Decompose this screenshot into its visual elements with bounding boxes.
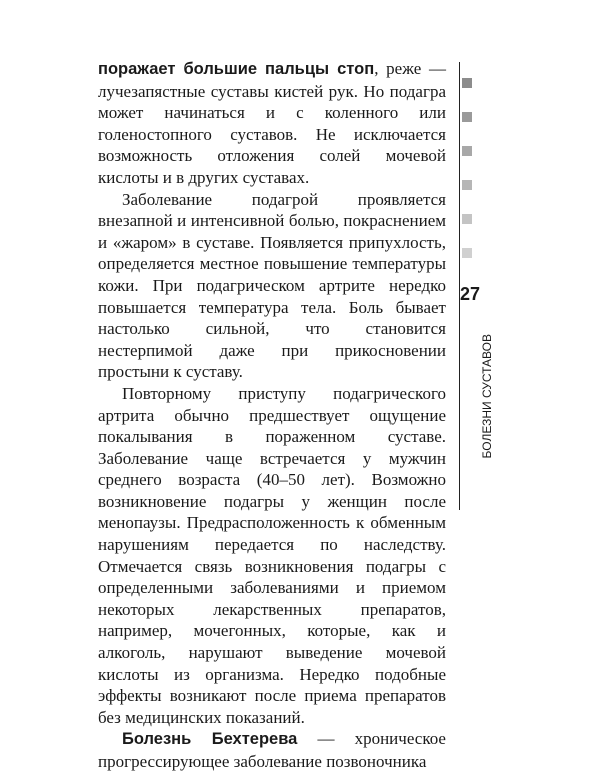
- bold-term-toe: поражает большие пальцы стоп: [98, 60, 375, 78]
- paragraph-1-text: , реже — лучезапястные суставы кистей рук. Но подагра может начинаться и с коленного или голеностопного суставов. Не исключается возможность отложения солей мочевой кислоты и в других суставах.: [98, 59, 446, 187]
- thumb-tab: [462, 214, 472, 224]
- thumb-tab: [462, 112, 472, 122]
- paragraph-4-text: — хроническое прогрессирующее заболевание позвоночника: [98, 729, 446, 771]
- thumb-tab: [462, 146, 472, 156]
- page-number: 27: [460, 284, 481, 304]
- body-text: [98, 58, 446, 773]
- bold-term-bekhterev: Болезнь Бехтерева: [122, 730, 298, 749]
- thumb-tab: [462, 78, 472, 88]
- thumb-tab: [462, 248, 472, 258]
- thumb-tab: [462, 180, 472, 190]
- thumb-tabs: [462, 78, 474, 282]
- paragraph-4: [98, 728, 446, 772]
- paragraph-2: Заболевание подагрой проявляется внезапной и интенсивной болью, покраснением и «жаром» в суставе. Появляется припухлость, определяется местное повышение температуры кожи. При подагрическом артрите нередко повышается температура тела. Боль бывает настолько сильной, что становится нестерпимой даже при прикосновении простыни к суставу.: [98, 189, 446, 382]
- running-head: БОЛЕЗНИ СУСТАВОВ: [480, 334, 494, 459]
- paragraph-1: [98, 58, 446, 189]
- paragraph-3: Повторному приступу подагрического артрита обычно предшествует ощущение покалывания в пораженном суставе. Заболевание чаще встречается у мужчин среднего возраста (40–50 лет). Возможно возникновение подагры у женщин после менопаузы. Предрасположенность к обменным нарушениям передается по наследству. Отмечается связь возникновения подагры с определенными заболеваниями и приемом некоторых лекарственных препаратов, например, мочегонных, которые, как и алкоголь, нарушают выведение мочевой кислоты из организма. Нередко подобные эффекты возникают после приема препаратов без медицинских показаний.: [98, 383, 446, 727]
